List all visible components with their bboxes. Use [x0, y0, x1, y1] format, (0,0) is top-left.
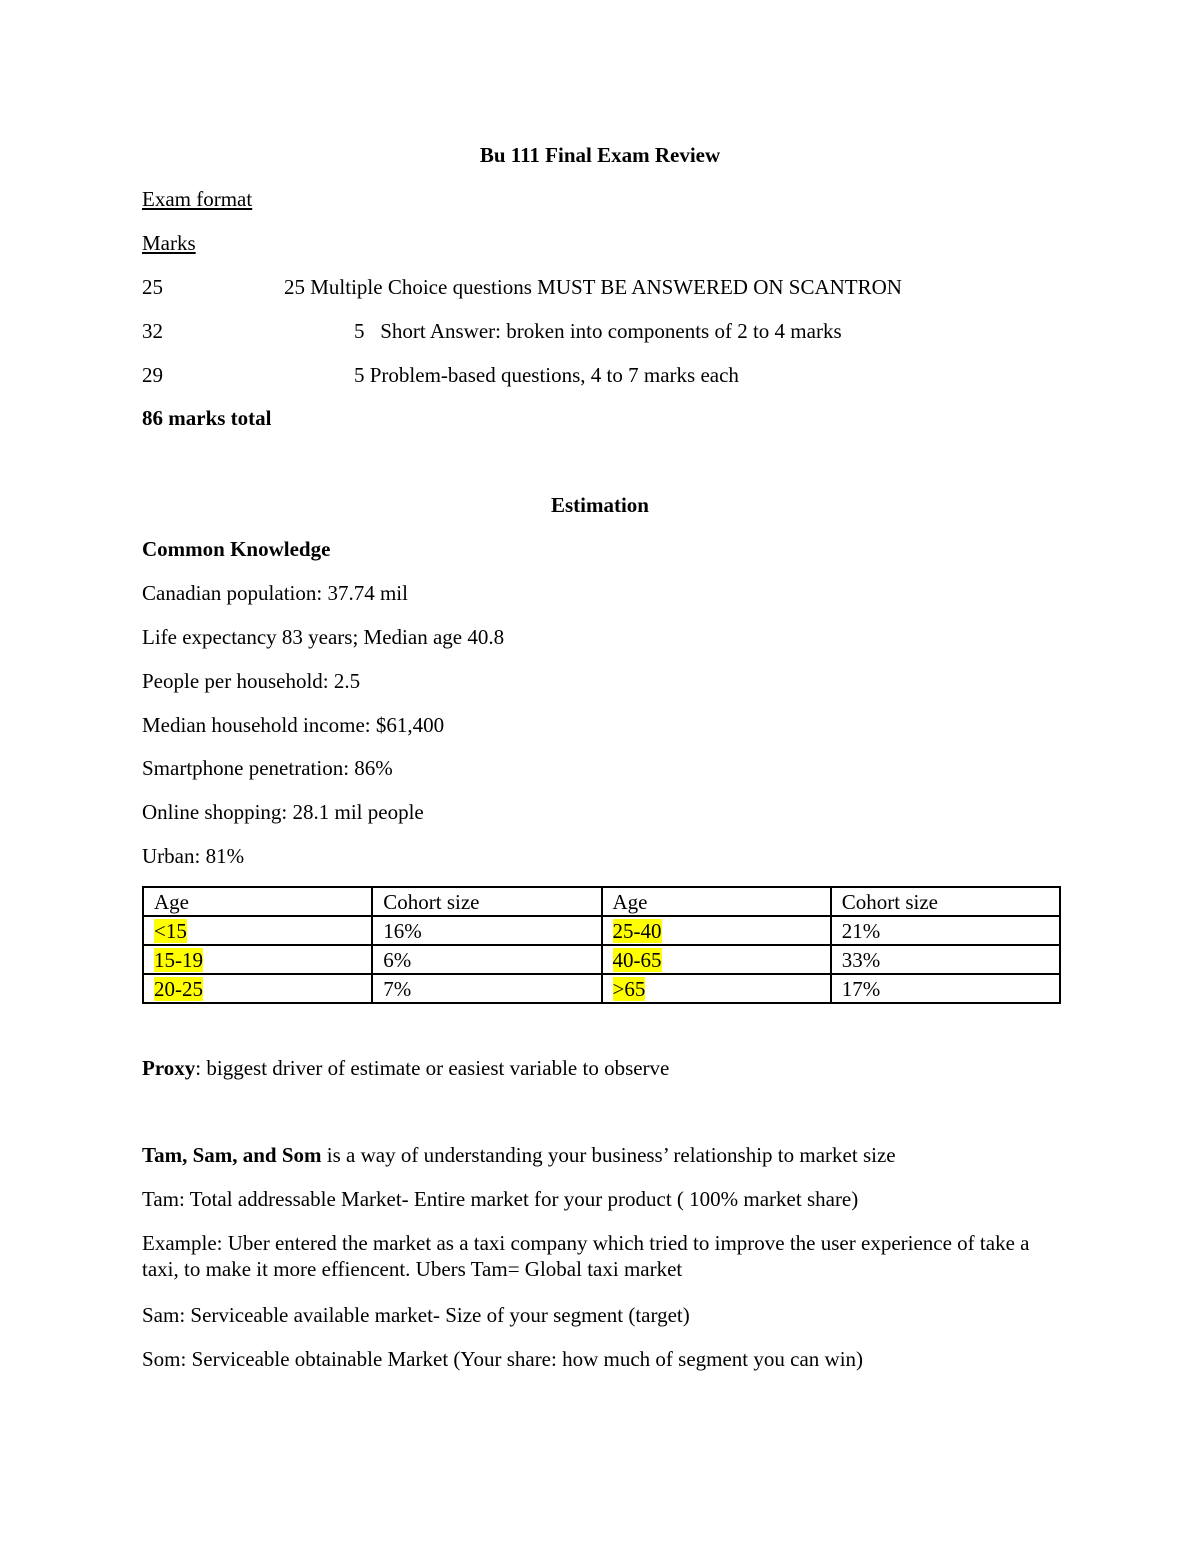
fact-line: Canadian population: 37.74 mil — [142, 581, 408, 605]
table-header-row — [143, 887, 1060, 916]
sam-definition: Sam: Serviceable available market- Size of your segment (target) — [142, 1303, 690, 1327]
marks-description: 25 Multiple Choice questions MUST BE ANSWERED ON SCANTRON — [284, 275, 902, 299]
highlighted-age: 25-40 — [612, 918, 662, 943]
fact-line: Median household income: $61,400 — [142, 713, 445, 737]
highlighted-age: <15 — [154, 918, 187, 943]
marks-total: 86 marks total — [142, 406, 272, 430]
proxy-definition — [142, 1055, 669, 1081]
som-definition: Som: Serviceable obtainable Market (Your share: how much of segment you can win) — [142, 1347, 864, 1371]
highlighted-age: >65 — [612, 976, 646, 1001]
table-cell: 33% — [831, 945, 1060, 974]
marks-description: 5 Problem-based questions, 4 to 7 marks each — [354, 363, 739, 387]
page-title: Bu 111 Final Exam Review — [479, 143, 721, 167]
uber-example: Example: Uber entered the market as a taxi company which tried to improve the user experience of take a taxi, to make it more effiencent. Ubers Tam= Global taxi market — [142, 1231, 1030, 1281]
table-cell — [602, 974, 831, 1003]
table-cell: 17% — [831, 974, 1060, 1003]
section-heading-estimation: Estimation — [550, 493, 649, 517]
marks-description: 5 Short Answer: broken into components of 2 to 4 marks — [354, 319, 842, 343]
proxy-term: Proxy — [142, 1056, 196, 1080]
highlighted-age: 15-19 — [154, 947, 203, 972]
highlighted-age: 40-65 — [612, 947, 662, 972]
highlighted-age: 20-25 — [154, 976, 203, 1001]
table-header-cell: Cohort size — [831, 887, 1060, 916]
table-cell — [143, 945, 372, 974]
tam-sam-som-text: is a way of understanding your business’ relationship to market size — [321, 1143, 896, 1167]
fact-line: Urban: 81% — [142, 844, 245, 868]
table-cell — [143, 916, 372, 945]
marks-value: 25 — [142, 275, 163, 299]
table-cell: 7% — [372, 974, 601, 1003]
marks-value: 32 — [142, 319, 163, 343]
fact-line: Life expectancy 83 years; Median age 40.8 — [142, 625, 505, 649]
fact-line: People per household: 2.5 — [142, 669, 361, 693]
exam-format-heading: Exam format — [142, 187, 253, 211]
table-row — [143, 916, 1060, 945]
table-cell: 6% — [372, 945, 601, 974]
table-cell — [602, 945, 831, 974]
table-cell — [143, 974, 372, 1003]
proxy-text: : biggest driver of estimate or easiest variable to observe — [195, 1056, 670, 1080]
tam-sam-som-term: Tam, Sam, and Som — [142, 1143, 322, 1167]
cohort-table — [142, 886, 1061, 1004]
table-header-cell: Cohort size — [372, 887, 601, 916]
fact-line: Online shopping: 28.1 mil people — [142, 800, 424, 824]
table-row — [143, 974, 1060, 1003]
marks-value: 29 — [142, 363, 163, 387]
table-cell: 16% — [372, 916, 601, 945]
table-cell: 21% — [831, 916, 1060, 945]
table-header-cell: Age — [143, 887, 372, 916]
tam-definition: Tam: Total addressable Market- Entire market for your product ( 100% market share) — [142, 1187, 859, 1211]
common-knowledge-heading: Common Knowledge — [142, 537, 331, 561]
tam-sam-som-intro — [142, 1142, 896, 1168]
fact-line: Smartphone penetration: 86% — [142, 756, 393, 780]
table-cell — [602, 916, 831, 945]
marks-heading: Marks — [142, 231, 196, 255]
table-header-cell: Age — [602, 887, 831, 916]
table-row — [143, 945, 1060, 974]
